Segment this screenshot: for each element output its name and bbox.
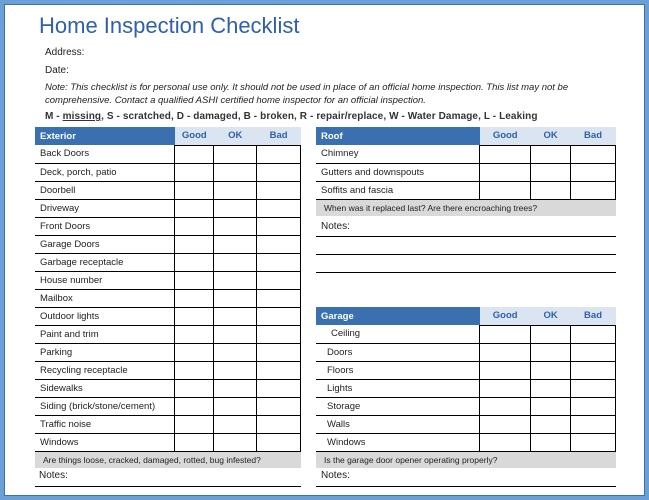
- rating-good-checkbox[interactable]: [175, 289, 214, 307]
- rating-bad-checkbox[interactable]: [571, 181, 616, 199]
- rating-ok-checkbox[interactable]: [214, 217, 257, 235]
- rating-good-checkbox[interactable]: [175, 217, 214, 235]
- rating-bad-checkbox[interactable]: [257, 397, 301, 415]
- checklist-row: [316, 361, 616, 379]
- rating-bad-checkbox[interactable]: [257, 361, 301, 379]
- checklist-row: [316, 325, 616, 343]
- rating-ok-checkbox[interactable]: [531, 379, 571, 397]
- rating-good-checkbox[interactable]: [175, 163, 214, 181]
- roof-question: When was it replaced last? Are there encroaching trees?: [316, 199, 616, 216]
- checklist-row: [316, 163, 616, 181]
- rating-bad-checkbox[interactable]: [571, 433, 616, 451]
- condition-legend: [45, 111, 538, 122]
- rating-bad-header: Bad: [257, 127, 301, 145]
- checklist-row: [35, 307, 301, 325]
- exterior-item-label: Outdoor lights: [35, 307, 175, 325]
- checklist-sheet: [4, 4, 645, 496]
- garage-item-label: Floors: [316, 361, 480, 379]
- exterior-item-label: Garage Doors: [35, 235, 175, 253]
- rating-ok-checkbox[interactable]: [214, 253, 257, 271]
- rating-good-checkbox[interactable]: [175, 253, 214, 271]
- garage-item-label: Lights: [316, 379, 480, 397]
- checklist-row: [316, 145, 616, 163]
- garage-heading: Garage: [316, 307, 480, 325]
- rating-bad-checkbox[interactable]: [571, 397, 616, 415]
- rating-bad-header: Bad: [571, 307, 616, 325]
- garage-table: [316, 307, 616, 468]
- exterior-item-label: Back Doors: [35, 145, 175, 163]
- rating-ok-checkbox[interactable]: [214, 289, 257, 307]
- rating-good-header: Good: [480, 307, 531, 325]
- rating-good-checkbox[interactable]: [480, 433, 531, 451]
- rating-bad-checkbox[interactable]: [571, 145, 616, 163]
- rating-ok-checkbox[interactable]: [214, 181, 257, 199]
- rating-bad-checkbox[interactable]: [257, 343, 301, 361]
- rating-good-checkbox[interactable]: [175, 343, 214, 361]
- date-label: Date:: [45, 65, 69, 76]
- rating-bad-checkbox[interactable]: [257, 235, 301, 253]
- rating-good-checkbox[interactable]: [175, 379, 214, 397]
- roof-notes-line[interactable]: [316, 272, 616, 273]
- legend-missing: missing: [62, 111, 102, 122]
- rating-ok-checkbox[interactable]: [214, 235, 257, 253]
- rating-ok-checkbox[interactable]: [531, 361, 571, 379]
- checklist-row: [35, 379, 301, 397]
- rating-bad-checkbox[interactable]: [257, 379, 301, 397]
- rating-bad-checkbox[interactable]: [257, 289, 301, 307]
- rating-ok-checkbox[interactable]: [531, 181, 571, 199]
- roof-heading: Roof: [316, 127, 480, 145]
- exterior-item-label: Paint and trim: [35, 325, 175, 343]
- garage-notes-line[interactable]: [316, 486, 616, 487]
- garage-item-label: Windows: [316, 433, 480, 451]
- rating-bad-checkbox[interactable]: [257, 163, 301, 181]
- rating-good-checkbox[interactable]: [480, 379, 531, 397]
- rating-ok-header: OK: [531, 127, 571, 145]
- roof-item-label: Soffits and fascia: [316, 181, 480, 199]
- rating-ok-checkbox[interactable]: [531, 433, 571, 451]
- rating-ok-checkbox[interactable]: [214, 325, 257, 343]
- rating-ok-checkbox[interactable]: [531, 343, 571, 361]
- exterior-item-label: Sidewalks: [35, 379, 175, 397]
- rating-good-checkbox[interactable]: [175, 415, 214, 433]
- exterior-table: [35, 127, 301, 468]
- rating-good-checkbox[interactable]: [175, 199, 214, 217]
- legend-prefix: M -: [45, 111, 63, 122]
- checklist-row: [316, 397, 616, 415]
- exterior-item-label: Doorbell: [35, 181, 175, 199]
- rating-bad-checkbox[interactable]: [257, 307, 301, 325]
- page-title: Home Inspection Checklist: [39, 13, 300, 38]
- checklist-row: [35, 289, 301, 307]
- rating-bad-checkbox[interactable]: [571, 325, 616, 343]
- garage-item-label: Storage: [316, 397, 480, 415]
- rating-ok-checkbox[interactable]: [214, 397, 257, 415]
- exterior-notes-label: Notes:: [39, 470, 68, 481]
- roof-item-label: Chimney: [316, 145, 480, 163]
- rating-good-checkbox[interactable]: [175, 271, 214, 289]
- rating-ok-checkbox[interactable]: [214, 379, 257, 397]
- checklist-row: [316, 343, 616, 361]
- rating-ok-checkbox[interactable]: [214, 307, 257, 325]
- rating-ok-checkbox[interactable]: [214, 415, 257, 433]
- exterior-item-label: Driveway: [35, 199, 175, 217]
- rating-ok-header: OK: [214, 127, 257, 145]
- exterior-item-label: Parking: [35, 343, 175, 361]
- rating-bad-checkbox[interactable]: [571, 343, 616, 361]
- rating-bad-checkbox[interactable]: [257, 433, 301, 451]
- rating-good-checkbox[interactable]: [175, 433, 214, 451]
- rating-bad-checkbox[interactable]: [571, 415, 616, 433]
- checklist-row: [35, 343, 301, 361]
- rating-bad-checkbox[interactable]: [257, 145, 301, 163]
- exterior-item-label: Deck, porch, patio: [35, 163, 175, 181]
- rating-bad-checkbox[interactable]: [257, 271, 301, 289]
- rating-good-checkbox[interactable]: [175, 235, 214, 253]
- rating-ok-checkbox[interactable]: [214, 361, 257, 379]
- checklist-row: [35, 271, 301, 289]
- rating-good-checkbox[interactable]: [480, 325, 531, 343]
- rating-ok-checkbox[interactable]: [531, 145, 571, 163]
- legend-rest: , S - scratched, D - damaged, B - broken, R - repair/replace, W - Water Damage, L - Leaking: [101, 111, 538, 122]
- rating-good-checkbox[interactable]: [175, 325, 214, 343]
- checklist-row: [35, 325, 301, 343]
- rating-ok-checkbox[interactable]: [214, 145, 257, 163]
- rating-bad-header: Bad: [571, 127, 616, 145]
- roof-item-label: Gutters and downspouts: [316, 163, 480, 181]
- checklist-row: [35, 163, 301, 181]
- garage-question: Is the garage door opener operating properly?: [316, 451, 616, 468]
- checklist-row: [35, 397, 301, 415]
- checklist-row: [35, 361, 301, 379]
- rating-good-checkbox[interactable]: [480, 145, 531, 163]
- checklist-row: [316, 433, 616, 451]
- exterior-notes-line[interactable]: [35, 486, 301, 487]
- rating-good-checkbox[interactable]: [480, 181, 531, 199]
- exterior-item-label: Mailbox: [35, 289, 175, 307]
- rating-good-checkbox[interactable]: [480, 343, 531, 361]
- rating-bad-checkbox[interactable]: [571, 361, 616, 379]
- rating-bad-checkbox[interactable]: [257, 415, 301, 433]
- rating-good-header: Good: [175, 127, 214, 145]
- address-label: Address:: [45, 47, 85, 58]
- checklist-row: [35, 199, 301, 217]
- rating-ok-checkbox[interactable]: [214, 433, 257, 451]
- rating-good-checkbox[interactable]: [480, 163, 531, 181]
- rating-ok-checkbox[interactable]: [531, 163, 571, 181]
- rating-ok-checkbox[interactable]: [531, 325, 571, 343]
- roof-notes-line[interactable]: [316, 236, 616, 237]
- rating-good-checkbox[interactable]: [480, 415, 531, 433]
- rating-bad-checkbox[interactable]: [257, 181, 301, 199]
- exterior-item-label: Front Doors: [35, 217, 175, 235]
- rating-ok-checkbox[interactable]: [214, 343, 257, 361]
- disclaimer-note: Note: This checklist is for personal use only. It should not be used in place of an official home inspection. This list may not be comprehensive. Contact a qualified ASHI certified home inspector for an official inspection.: [45, 82, 569, 106]
- exterior-item-label: House number: [35, 271, 175, 289]
- rating-good-checkbox[interactable]: [175, 307, 214, 325]
- rating-bad-checkbox[interactable]: [571, 379, 616, 397]
- checklist-row: [316, 181, 616, 199]
- checklist-row: [35, 415, 301, 433]
- rating-good-checkbox[interactable]: [175, 181, 214, 199]
- exterior-item-label: Garbage receptacle: [35, 253, 175, 271]
- checklist-row: [316, 415, 616, 433]
- rating-ok-header: OK: [531, 307, 571, 325]
- garage-item-label: Walls: [316, 415, 480, 433]
- exterior-item-label: Siding (brick/stone/cement): [35, 397, 175, 415]
- rating-bad-checkbox[interactable]: [571, 163, 616, 181]
- roof-notes-label: Notes:: [321, 221, 350, 232]
- garage-item-label: Doors: [316, 343, 480, 361]
- rating-good-checkbox[interactable]: [480, 361, 531, 379]
- rating-bad-checkbox[interactable]: [257, 325, 301, 343]
- exterior-question: Are things loose, cracked, damaged, rotted, bug infested?: [35, 451, 301, 468]
- roof-table: [316, 127, 616, 216]
- rating-good-checkbox[interactable]: [175, 145, 214, 163]
- checklist-row: [35, 253, 301, 271]
- rating-bad-checkbox[interactable]: [257, 253, 301, 271]
- checklist-row: [35, 217, 301, 235]
- rating-good-checkbox[interactable]: [175, 397, 214, 415]
- rating-ok-checkbox[interactable]: [214, 199, 257, 217]
- checklist-row: [35, 145, 301, 163]
- rating-ok-checkbox[interactable]: [531, 397, 571, 415]
- rating-ok-checkbox[interactable]: [214, 271, 257, 289]
- checklist-row: [35, 235, 301, 253]
- rating-good-checkbox[interactable]: [480, 397, 531, 415]
- rating-good-checkbox[interactable]: [175, 361, 214, 379]
- rating-ok-checkbox[interactable]: [531, 415, 571, 433]
- exterior-heading: Exterior: [35, 127, 175, 145]
- exterior-item-label: Traffic noise: [35, 415, 175, 433]
- checklist-row: [316, 379, 616, 397]
- rating-good-header: Good: [480, 127, 531, 145]
- checklist-row: [35, 181, 301, 199]
- roof-notes-line[interactable]: [316, 254, 616, 255]
- rating-ok-checkbox[interactable]: [214, 163, 257, 181]
- exterior-item-label: Recycling receptacle: [35, 361, 175, 379]
- exterior-item-label: Windows: [35, 433, 175, 451]
- garage-notes-label: Notes:: [321, 470, 350, 481]
- garage-item-label: Ceiling: [316, 325, 480, 343]
- rating-bad-checkbox[interactable]: [257, 199, 301, 217]
- rating-bad-checkbox[interactable]: [257, 217, 301, 235]
- checklist-row: [35, 433, 301, 451]
